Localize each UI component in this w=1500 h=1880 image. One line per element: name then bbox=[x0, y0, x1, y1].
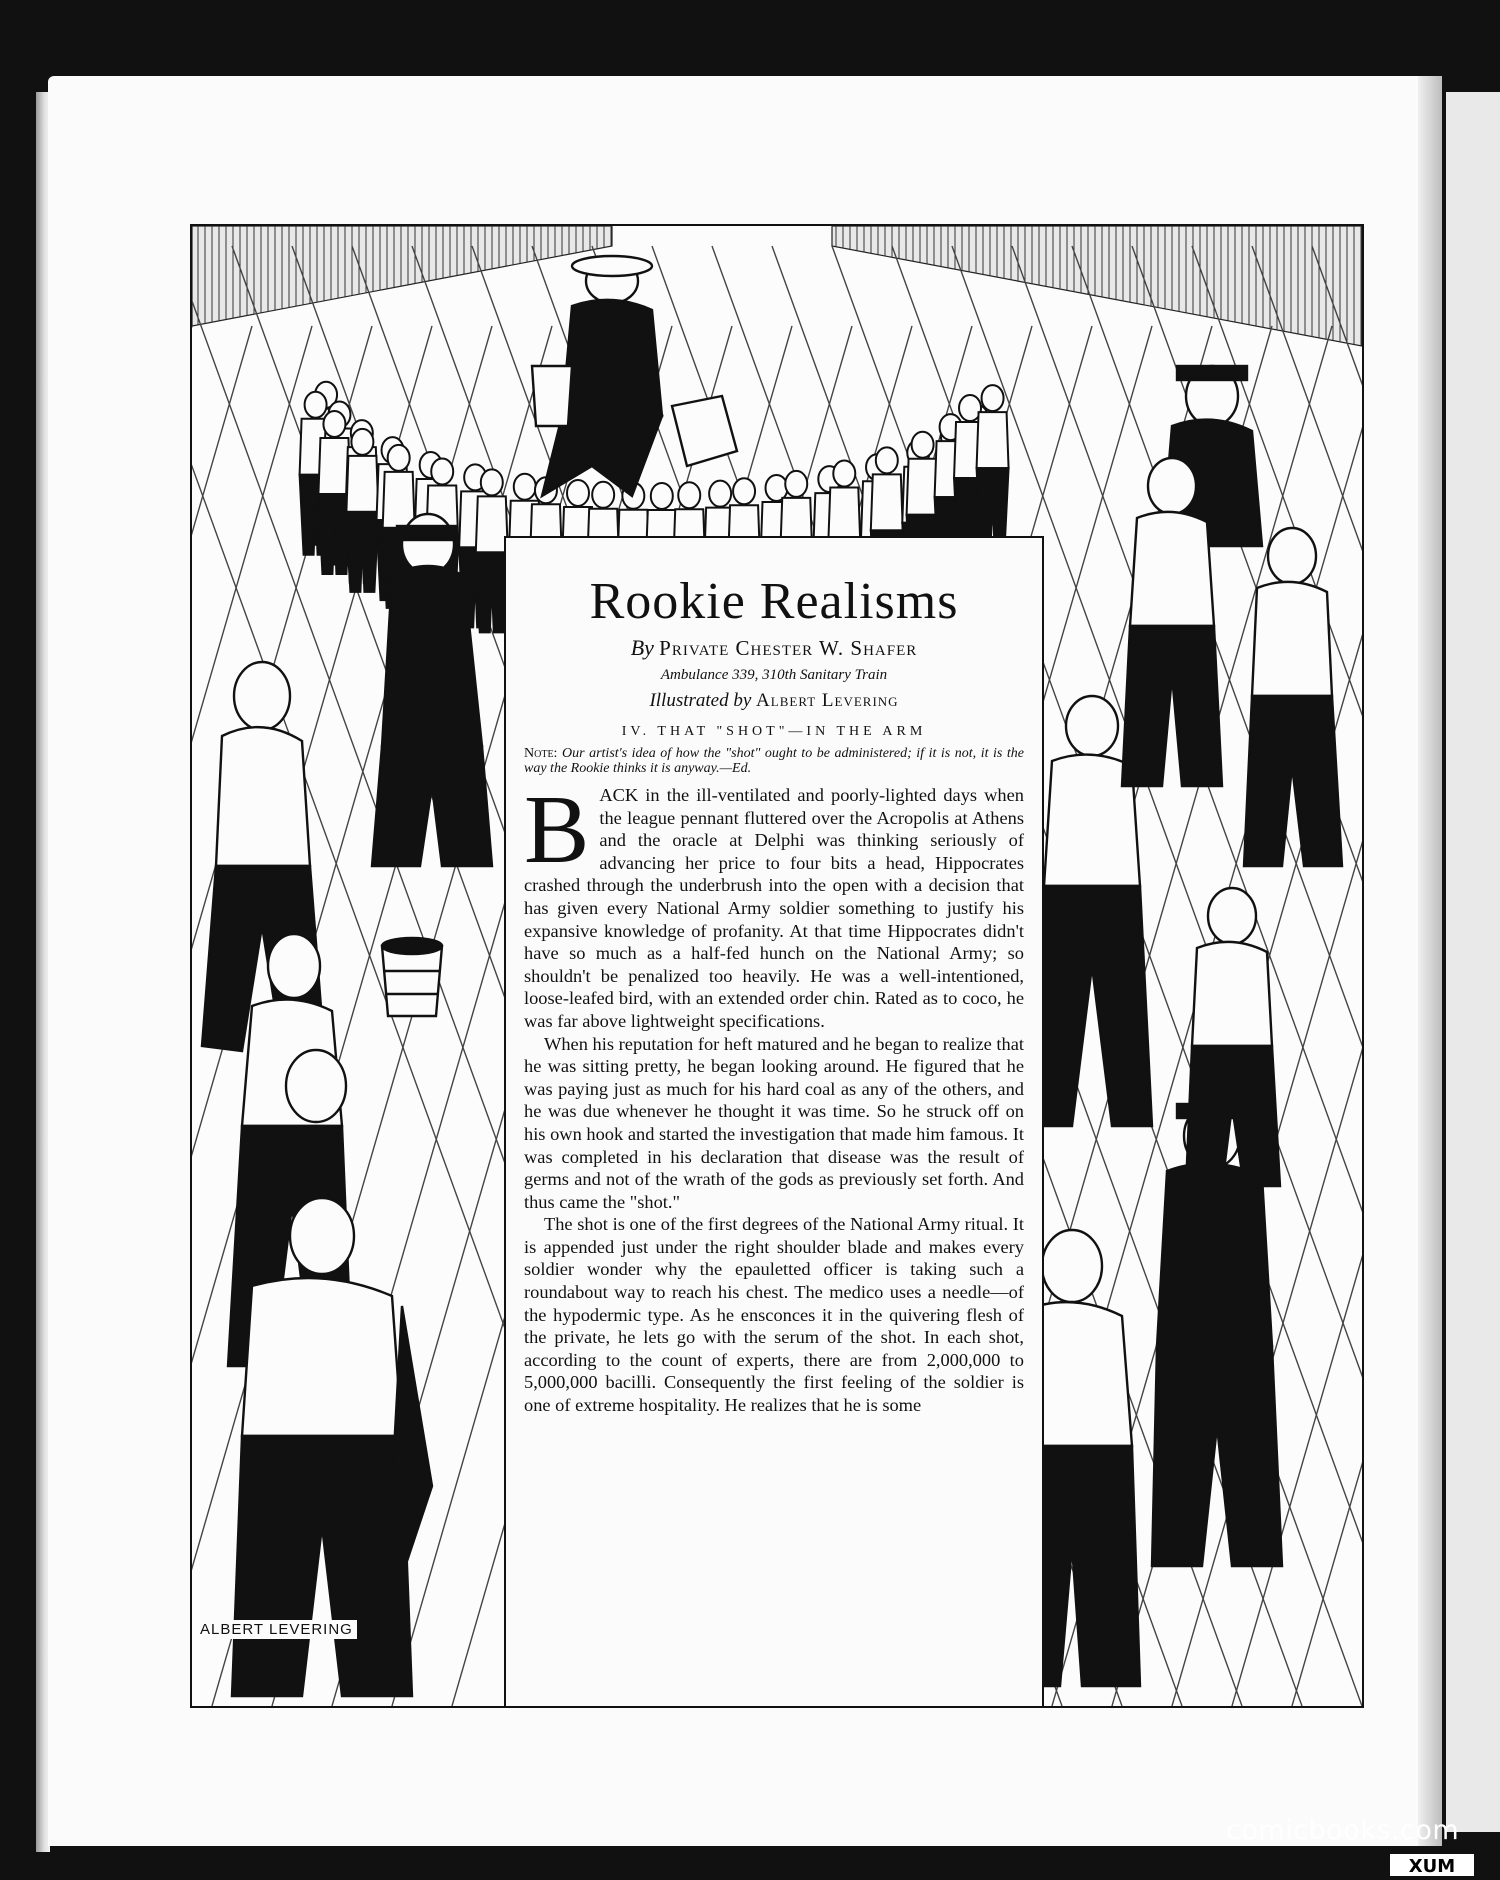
illustrator-name: Albert Levering bbox=[756, 690, 899, 711]
note-body: Our artist's idea of how the "shot" ought to be administered; if it is not, it is the way the Rookie thinks it is anyway.—Ed. bbox=[524, 746, 1025, 776]
article-title: Rookie Realisms bbox=[589, 573, 959, 630]
paragraph-1-text: ACK in the ill-ventilated and poorly-lighted days when the league pennant fluttered over the Acropolis at Athens and the oracle at Delphi was thinking seriously of advancing her price to four bits a head, Hippocrates crashed through the underbrush into the open with a decision that has given every National Army soldier something to justify his expansive knowledge of profanity. At that time Hippocrates didn't have so much as a half-fed hunch on the National Army; so shouldn't be penalized too heavily. He was a well-intentioned, loose-leafed bird, with an extended order chin. Rated as to coco, he was far above lightweight specifications. bbox=[524, 785, 1024, 1031]
site-watermark: comicbooks.com bbox=[1226, 1815, 1460, 1846]
illustrated-by-label: Illustrated by bbox=[649, 690, 752, 711]
article-text-box bbox=[504, 536, 1044, 1706]
author-name: Private Chester W. Shafer bbox=[659, 636, 918, 660]
section-heading: IV. THAT "SHOT"—IN THE ARM bbox=[621, 724, 927, 739]
drop-cap: B bbox=[524, 776, 590, 884]
paragraph-1 bbox=[524, 776, 1024, 1033]
byline bbox=[524, 635, 1024, 661]
note-label: Note: bbox=[524, 746, 558, 761]
editor-note bbox=[524, 746, 1024, 776]
illustrator-credit bbox=[524, 690, 1024, 712]
paragraph-3: The shot is one of the first degrees of the National Army ritual. It is appended just under the right shoulder blade and makes every soldier wonder why the epauletted officer is taking such a roundabout way to reach his chest. The medico uses a needle—of the hypodermic type. As he ensconces it in the quivering flesh of the private, he lets go with the serum of the shot. In each shot, according to the count of experts, there are from 2,000,000 to 5,000,000 bacilli. Consequently the first feeling of the soldier is one of extreme hospitality. He realizes that he is some bbox=[524, 1214, 1024, 1416]
corner-tag: XUM bbox=[1390, 1854, 1474, 1876]
author-affiliation: Ambulance 339, 310th Sanitary Train bbox=[660, 667, 888, 683]
adjacent-page-strip bbox=[1446, 92, 1500, 1832]
paragraph-2: When his reputation for heft matured and he began to realize that he was sitting pretty, he began looking around. He figured that he was paying just as much for his hard coal as any of the others, and he was due whenever he thought it was time. So he struck off on his own hook and started the investigation that made him famous. It was completed in his declaration that disease was the result of germs and not of the wrath of the gods as previously set forth. And thus came the "shot." bbox=[524, 1033, 1024, 1212]
byline-by: By bbox=[630, 635, 654, 660]
article-body bbox=[524, 776, 1024, 1417]
page-edge-shadow bbox=[1418, 76, 1442, 1846]
artist-signature: ALBERT LEVERING bbox=[196, 1620, 357, 1639]
